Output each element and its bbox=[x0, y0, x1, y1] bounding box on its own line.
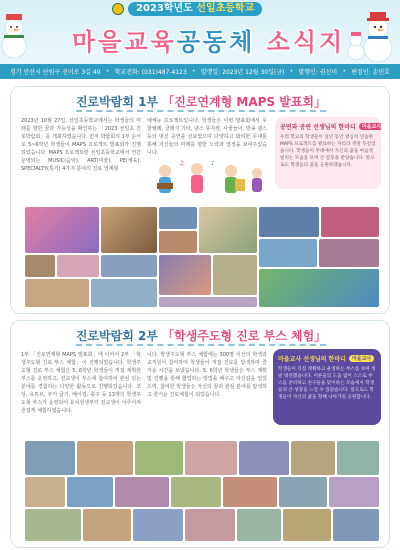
school-title bbox=[128, 2, 262, 16]
photo-booth-coding bbox=[25, 441, 75, 475]
photo-booth-cookies bbox=[185, 441, 237, 475]
section2-note-heading: 마을교사 선생님의 한마디 bbox=[278, 356, 346, 363]
musicians-illustration bbox=[151, 159, 269, 203]
snowman-family-illustration bbox=[342, 2, 400, 64]
photo-booth-lego bbox=[83, 509, 131, 541]
photo-booth-classroom bbox=[223, 477, 277, 507]
newsletter-header bbox=[0, 0, 400, 64]
section1-note-tag: 마을교사 bbox=[359, 123, 381, 130]
photo-booth-hall bbox=[237, 509, 281, 541]
school-banner bbox=[112, 2, 262, 16]
photo-booth-baking bbox=[77, 441, 133, 475]
newsletter-title bbox=[72, 22, 346, 57]
photo-audience bbox=[321, 207, 379, 237]
photo-girls-dance bbox=[57, 255, 99, 277]
photo-booth-closing bbox=[333, 509, 379, 541]
section1-note-body: 우리 학교의 학생들이 일년 동안 열심히 연습한 MAPS 프로젝트를 발표하는 자리라 정말 뜻깊었습니다. 학생들이 무대에서 자신의 꿈을 마음껏 펼치는 모습을 보며 큰 감동을 받았습니다. 앞으로도 학생들의 꿈을 응원하겠습니다. bbox=[280, 135, 376, 169]
section2-teacher-note bbox=[273, 349, 381, 425]
photo-stage-group bbox=[319, 239, 379, 267]
photo-flute bbox=[213, 255, 257, 295]
photo-ukulele-class bbox=[101, 207, 157, 253]
svg-text:♪: ♪ bbox=[211, 160, 215, 167]
photo-booth-students bbox=[115, 477, 169, 507]
section2-title-main: 「학생주도형 진로 부스 체험」 bbox=[162, 329, 327, 343]
photo-booth-table bbox=[291, 441, 335, 475]
section2-note-tag: 마을교사 bbox=[349, 355, 374, 362]
photo-guitar bbox=[159, 207, 197, 229]
photo-booth-art bbox=[329, 477, 379, 507]
section1-text-col1: 2023년 10월 27일, 선일초등학교에서는 학생들의 미래를 향한 꿈과 가능성을 확인하는 「2023 선일초 진로박람회」를 개최하였습니다. 먼저 박람회의 1부 순서로 5~6학년 학생들이 MAPS 프로젝트 발표회가 진행되었습니다. MAPS 프로젝트란 선일초등학교에서 연간 운영되는 MUSIC(음악), ART(미술), PE(체육), SPECIALTY(특기) 4가지 분야의 진로 연계형 bbox=[21, 118, 141, 172]
section2-heading bbox=[11, 327, 391, 346]
photo-booth-line bbox=[279, 477, 327, 507]
photo-booth-makers bbox=[133, 509, 183, 541]
section1-note-heading: 공연과 공연 선생님의 한마디 bbox=[280, 124, 356, 131]
publisher: 발행인: 권선미 bbox=[298, 69, 338, 76]
section1-title-main: 「진로연계형 MAPS 발표회」 bbox=[162, 95, 327, 109]
photo-performance-line bbox=[91, 279, 157, 307]
photo-booth-games bbox=[185, 509, 235, 541]
section2-text-col1: 1부 「진로연계형 MAPS 발표회」에 이어서 2부 「학생주도형 진로 부스 체험」이 진행되었습니다. 학생주도형 진로 부스 체험은 5, 6학년 학생들이 직접 계획한 부스를 운영하고, 전교생이 부스에 참여하여 관심 있는 분야를 경험하는 다양한 활동으로 진행되었습니다. 코딩, 유튜브, 쿠키 굽기, 베이킹, 축구 등 13개의 학생주도형 부스가 운영되어 유치원생부터 전교생이 이루어져 즐겁게 체험하였습니다. bbox=[21, 352, 141, 414]
title-part-3: 소식지 bbox=[255, 28, 346, 56]
title-part-2: 공동체 bbox=[176, 28, 256, 56]
snowman-illustration bbox=[0, 10, 38, 58]
photo-musical bbox=[259, 207, 319, 237]
section1-heading bbox=[11, 93, 391, 112]
photo-group-final bbox=[259, 269, 379, 307]
photo-booth-drawing bbox=[67, 477, 113, 507]
photo-booth-science bbox=[337, 441, 379, 475]
photo-booth-boys bbox=[283, 509, 331, 541]
photo-band bbox=[101, 255, 157, 277]
school-name: 선일초등학교 bbox=[196, 3, 255, 14]
school-phone: 학교전화: (031)487-4123 bbox=[114, 69, 187, 76]
photo-drums bbox=[25, 255, 55, 277]
school-address: 경기 안산시 단원구 선이로 3길 40 bbox=[10, 69, 101, 76]
publication-info-bar: 경기 안산시 단원구 선이로 3길 40 • 학교전화: (031)487-4123 • 발행일: 2023년 12월 30일(금) • 발행인: 권선미 • 편집인: 손민호 bbox=[0, 64, 400, 79]
photo-booth-crafts bbox=[135, 441, 183, 475]
title-part-1: 마을교육 bbox=[72, 28, 177, 56]
photo-booth-youtube bbox=[239, 441, 289, 475]
photo-dance bbox=[159, 231, 197, 253]
school-year: 2023학년도 bbox=[136, 3, 193, 14]
issue-date: 발행일: 2023년 12월 30일(금) bbox=[200, 69, 285, 76]
editor: 편집인: 손민호 bbox=[351, 69, 390, 76]
school-logo-icon bbox=[112, 3, 124, 15]
section-career-fair-part1 bbox=[10, 86, 390, 314]
section1-teacher-note bbox=[275, 117, 381, 189]
photo-gym-dance bbox=[259, 239, 317, 267]
section2-title-prefix: 진로박람회 2부 bbox=[75, 329, 158, 343]
section-career-fair-part2 bbox=[10, 320, 390, 548]
photo-violin bbox=[159, 255, 211, 295]
section1-title-prefix: 진로박람회 1부 bbox=[75, 95, 159, 109]
photo-booth-soccer bbox=[171, 477, 221, 507]
svg-text:♫: ♫ bbox=[179, 160, 185, 167]
section2-text-col2: 니다. 학생주도형 부스 체험에는 300명 이상의 학생과 교직원이 참여하여 학생들이 직접 진로를 탐색하며 즐거운 시간을 보냈습니다. 5, 6학년 학생들은 부스 계획 및 진행을 통해 협업하는 방법을 배우고 자신감을 얻었으며, 참여한 학생들은 자신의 꿈과 관심 분야를 탐색하고 즐거운 진로체험이 되었습니다. bbox=[147, 352, 267, 398]
photo-booth-kids bbox=[25, 509, 81, 541]
section2-note-body: 학생들이 직접 계획하고 운영하는 부스를 보며 정말 대견했습니다. 어른들의 도움 없이 스스로 부스를 준비하고 친구들을 맞이하는 모습에서 학생들의 큰 성장을 느낄 수 있었습니다. 앞으로도 학생들이 자신의 꿈을 향해 나아가길 응원합니다. bbox=[278, 367, 376, 401]
photo-samulnori bbox=[199, 207, 257, 253]
photo-booth-game bbox=[25, 477, 65, 507]
section1-text-col2: 예체능 프로젝트입니다. 학생들은 이번 발표회에서 우쿨렐레, 클래식 기타, 댄스 뮤지컬, 사물놀이, 방송 댄스 등의 멋진 공연을 선보였으며 다양하고 화려한 무대를 통해 자신들의 미래를 향한 노력과 열정을 보여주었습니다. bbox=[147, 118, 267, 156]
photo-class-group bbox=[25, 279, 89, 307]
photo-stage-performance bbox=[25, 207, 99, 253]
photo-strip bbox=[159, 297, 257, 307]
